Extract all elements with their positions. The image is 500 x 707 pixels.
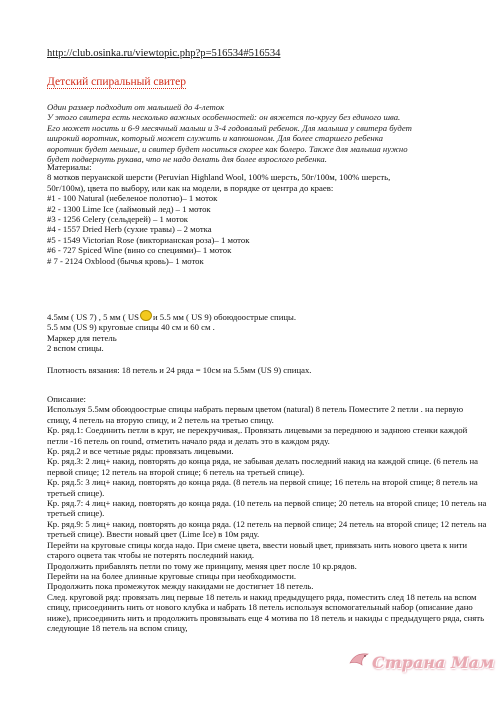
source-link[interactable]: http://club.osinka.ru/viewtopic.php?p=516534#516534: [47, 48, 281, 59]
description-step: Перейти на круговые спицы когда надо. При смене цвета, ввести новый цвет, привязать нить нового цвета к нити старого оцвета так чтобы не потерять последний накид.: [47, 539, 468, 561]
description-step: Продолжить прибавлять петли по тому же принципу, меняя цвет после 10 кр.рядов.: [47, 560, 357, 571]
intro-line: воротник будет меньше, и свитер будет носиться скорее как болеро. Также для малыша нужно: [47, 143, 408, 154]
description-step: Кр. ряд.5: 3 лиц+ накид, повторять до конца ряда. (8 петель на первой спице; 16 петель на второй спице; 8 петель на третьей спице).: [47, 477, 478, 498]
yarn-color-item: #3 - 1256 Celery (сельдерей) – 1 моток: [47, 214, 189, 225]
description-step: Используя 5.5мм обоюдоострые спицы набрать первым цветом (natural) 8 петель Поместите 2 петли . на первую спицу, 4 петель на вторую спицу, и 2 петель на третью спицу.: [47, 404, 464, 425]
gauge-line: Плотность вязания: 18 петель и 24 ряда = 10см на 5.5мм (US 9) спицах.: [47, 365, 312, 375]
needles-line: 5.5 мм (US 9) круговые спицы 40 см и 60 см .: [47, 322, 215, 333]
materials-section: [47, 162, 487, 266]
yarn-color-item: # 7 - 2124 Oxblood (бычья кровь)– 1 моток: [47, 255, 204, 266]
intro-line: широкий воротник, который может служить и капюшоном. Для более старшего ребенка: [47, 133, 383, 144]
materials-line: 50г/100м), цвета по выбору, или как на модели, в порядке от центра до краев:: [47, 182, 334, 193]
description-step: Кр. ряд.1: Соединить петли в круг, не перекручивая,. Провязать лицевыми за переднюю и заднюю стенки каждой петли -16 петель on round, отметить начало ряда и делать это в каждом ряду.: [47, 425, 468, 446]
needles-line: Маркер для петель: [47, 332, 117, 343]
intro-line: Его может носить и 6-9 месячный малыш и 3-4 годовалый ребенок. Для малыша у свитера будет: [47, 122, 412, 133]
yarn-color-item: #6 - 727 Spiced Wine (вино со специями)– 1 моток: [47, 245, 232, 256]
description-step: След. круговой ряд: провязать лиц первые 18 петель и накид предыдущего ряда, поместить след 18 петель на вспом спицу, присоединить нить от нового клубка и набрать 18 петель используя вспомогательный набор (описание дано ниже), присоединить нить и продолжить провязывать еще 4 мотива по 18 петель и накиды с предыдущего ряда, снять следующие 18 петель на вспом спицу,: [47, 591, 485, 633]
needles-section: [47, 310, 487, 354]
intro-line: У этого свитера есть несколько важных особенностей: он вяжется по-кругу без единого шва.: [47, 112, 401, 123]
needles-text-b: и 5.5 мм ( US 9) обоюдоострые спицы.: [152, 312, 297, 322]
yarn-color-item: #1 - 100 Natural (небеленое полотно)– 1 моток: [47, 193, 218, 204]
description-step: Кр. ряд.9: 5 лиц+ накид, повторять до конца ряда. (12 петель на первой спице; 24 петель на второй спице; 12 петель на третьей спице). Ввести новый цвет (Lime Ice) в 10м ряду.: [47, 518, 487, 540]
materials-heading: Материалы:: [47, 162, 92, 172]
smiley-emoji-icon: [140, 310, 152, 321]
watermark-text: Страна Мам: [372, 653, 495, 672]
description-section: [47, 394, 487, 633]
yarn-color-item: #4 - 1557 Dried Herb (сухие травы) – 2 мотка: [47, 224, 212, 235]
intro-paragraph: [47, 102, 479, 164]
needles-text-a: 4.5мм ( US 7) , 5 мм ( US: [47, 312, 139, 322]
description-step: Продолжить пока промежуток между накидами не достигнет 18 петель.: [47, 581, 314, 592]
site-watermark: [344, 643, 494, 683]
description-step: Кр. ряд.7: 4 лиц+ накид, повторять до конца ряда. (10 петель на первой спице; 20 петель на второй спице; 10 петель на третьей спице).: [47, 498, 487, 519]
yarn-color-item: #2 - 1300 Lime Ice (лаймовый лед) – 1 моток: [47, 203, 211, 214]
needles-line: 2 вспом спицы.: [47, 343, 104, 354]
bird-logo-icon: [348, 651, 370, 669]
description-heading: Описание:: [47, 394, 86, 404]
article-title: Детский спиральный свитер: [47, 76, 186, 88]
description-step: Кр. ряд.2 и все четные ряды: провязать лицевыми.: [47, 446, 234, 457]
materials-line: 8 мотков перуанской шерсти (Peruvian Highland Wool, 100% шерсть, 50г/100м, 100% шерсть,: [47, 172, 391, 183]
intro-line: будет подвернуть рукава, что не надо делать для более взрослого ребенка.: [47, 154, 327, 165]
needles-line: [47, 310, 487, 322]
intro-line: Один размер подходит от малышей до 4-леток: [47, 102, 225, 112]
yarn-color-item: #5 - 1549 Victorian Rose (викторианская роза)– 1 моток: [47, 234, 250, 245]
description-step: Перейти на на более длинные круговые спицы при необходимости.: [47, 570, 297, 581]
description-step: Кр. ряд.3: 2 лиц+ накид, повторять до конца ряда, не забывая делать последний накид на каждой спице. (6 петель на первой спице; 12 петель на второй спице; 6 петель на третьей спице).: [47, 456, 479, 477]
